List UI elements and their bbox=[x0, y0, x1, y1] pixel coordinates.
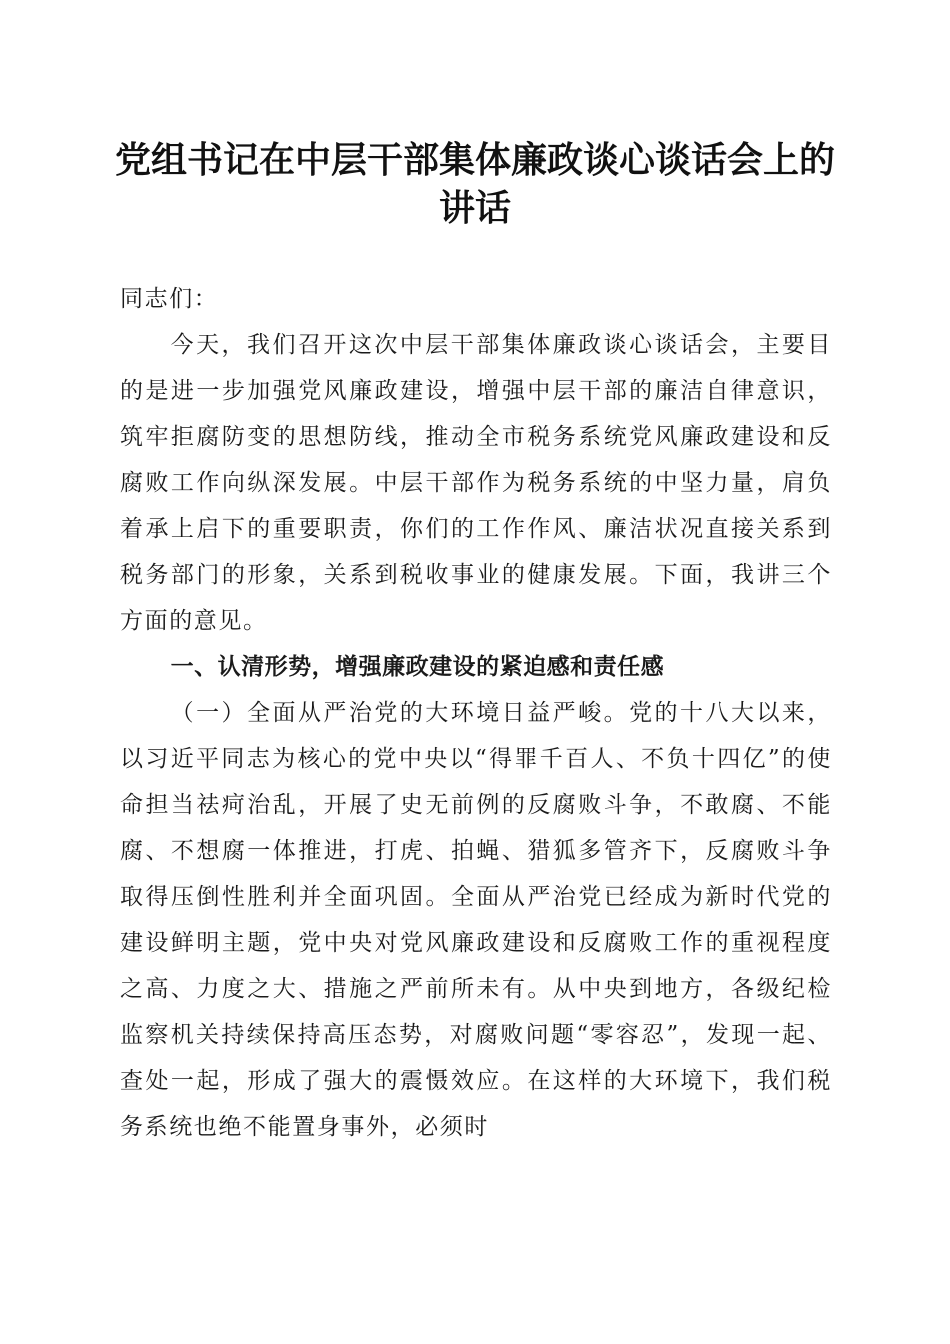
intro-paragraph: 今天，我们召开这次中层干部集体廉政谈心谈话会，主要目的是进一步加强党风廉政建设，增强中层干部的廉洁自律意识，筑牢拒腐防变的思想防线，推动全市税务系统党风廉政建设和反腐败工作向纵深发展。中层干部作为税务系统的中坚力量，肩负着承上启下的重要职责，你们的工作作风、廉洁状况直接关系到税务部门的形象，关系到税收事业的健康发展。下面，我讲三个方面的意见。 bbox=[120, 332, 832, 634]
subsection-paragraph: （一）全面从严治党的大环境日益严峻。党的十八大以来，以习近平同志为核心的党中央以“得罪千百人、不负十四亿”的使命担当祛疴治乱，开展了史无前例的反腐败斗争，不敢腐、不能腐、不想腐一体推进，打虎、拍蝇、猎狐多管齐下，反腐败斗争取得压倒性胜利并全面巩固。全面从严治党已经成为新时代党的建设鲜明主题，党中央对党风廉政建设和反腐败工作的重视程度之高、力度之大、措施之严前所未有。从中央到地方，各级纪检监察机关持续保持高压态势，对腐败问题“零容忍”，发现一起、查处一起，形成了强大的震慑效应。在这样的大环境下，我们税务系统也绝不能置身事外，必须时 bbox=[120, 700, 832, 1140]
section-heading: 一、认清形势，增强廉政建设的紧迫感和责任感 bbox=[170, 654, 665, 680]
document-title: 党组书记在中层干部集体廉政谈心谈话会上的讲话 bbox=[114, 139, 835, 229]
greeting: 同志们： bbox=[120, 286, 219, 312]
document-body bbox=[120, 276, 832, 1150]
